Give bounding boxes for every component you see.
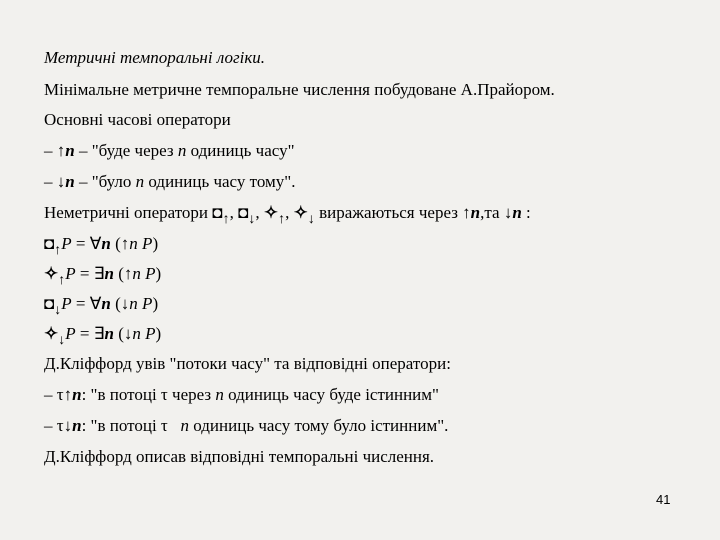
- description-part: одиниць часу буде істинним": [223, 385, 439, 404]
- dash: –: [44, 172, 57, 191]
- exists-icon: ∃: [93, 264, 105, 283]
- diamond-operator-icon: ✧: [44, 264, 59, 283]
- formula-line: [44, 324, 161, 346]
- dash: –: [44, 141, 57, 160]
- box-operator-icon: ◘: [44, 234, 55, 253]
- down-arrow-icon: ↓: [56, 172, 66, 191]
- nonmetric-operators-line: [44, 203, 531, 225]
- clifford-future-line: [44, 385, 439, 405]
- equals: =: [71, 294, 90, 313]
- comma: ,: [285, 203, 294, 222]
- exists-icon: ∃: [93, 324, 105, 343]
- down-arrow-icon: ↓: [503, 203, 513, 222]
- colon: :: [521, 203, 531, 222]
- comma: ,: [229, 203, 239, 222]
- description-part: одиниць часу тому".: [144, 172, 296, 191]
- down-arrow-icon: ↓: [307, 212, 315, 227]
- description-part: одиниць часу": [186, 141, 295, 160]
- box-operator-icon: ◘: [238, 203, 249, 222]
- forall-icon: ∀: [89, 294, 102, 313]
- up-arrow-icon: ↑: [56, 141, 66, 160]
- description-n: n: [135, 172, 145, 191]
- operator-past-line: [44, 172, 295, 192]
- box-operator-icon: ◘: [212, 203, 223, 222]
- box-operator-icon: ◘: [44, 294, 55, 313]
- diamond-operator-icon: ✧: [293, 203, 308, 222]
- description-part: [168, 416, 181, 435]
- close-paren: ): [152, 234, 159, 253]
- intro-text: Мінімальне метричне темпоральне числення побудоване А.Прайором.: [44, 80, 555, 99]
- operator-n: n: [72, 416, 82, 435]
- basic-operators-heading: Основні часові оператори: [44, 110, 231, 129]
- down-arrow-icon: ↓: [54, 303, 62, 318]
- dash: –: [44, 385, 57, 404]
- up-arrow-icon: ↑: [120, 234, 130, 253]
- formula-n: n: [101, 294, 111, 313]
- up-arrow-icon: ↑: [54, 243, 62, 258]
- operator-future-line: [44, 141, 295, 161]
- colon: :: [81, 416, 91, 435]
- description-part: "в потоці: [90, 385, 161, 404]
- and-text: ,та: [480, 203, 504, 222]
- formula-n: n: [101, 234, 111, 253]
- expressed-text: виражаються через: [314, 203, 463, 222]
- separator: –: [74, 172, 92, 191]
- description-part: "буде через: [91, 141, 178, 160]
- down-arrow-icon: ↓: [248, 212, 256, 227]
- tau-symbol: τ: [56, 416, 64, 435]
- description-n: n: [215, 385, 224, 404]
- comma: ,: [255, 203, 264, 222]
- formula-p: P: [61, 294, 72, 313]
- clifford-intro: Д.Кліффорд увів "потоки часу" та відповідні оператори:: [44, 354, 451, 373]
- up-arrow-icon: ↑: [222, 212, 230, 227]
- equals: =: [75, 264, 94, 283]
- dash: –: [44, 416, 57, 435]
- open-paren: (: [113, 264, 124, 283]
- formula-line: [44, 294, 158, 316]
- up-arrow-icon: ↑: [123, 264, 133, 283]
- description-n: n: [177, 141, 187, 160]
- tau-symbol: τ: [160, 385, 168, 404]
- operator-n: n: [65, 172, 75, 191]
- down-arrow-icon: ↓: [120, 294, 130, 313]
- colon: :: [81, 385, 91, 404]
- equals: =: [75, 324, 94, 343]
- formula-n: n: [104, 324, 114, 343]
- separator: –: [74, 141, 92, 160]
- formula-inner: n P: [129, 234, 153, 253]
- up-arrow-icon: ↑: [278, 212, 286, 227]
- description-part: "в потоці: [90, 416, 161, 435]
- formula-p: P: [65, 264, 76, 283]
- formula-p: P: [61, 234, 72, 253]
- operator-n: n: [512, 203, 522, 222]
- formula-n: n: [104, 264, 114, 283]
- page-number: 41: [656, 492, 671, 507]
- up-arrow-icon: ↑: [58, 273, 66, 288]
- formula-inner: n P: [132, 324, 156, 343]
- description-part: "було: [91, 172, 136, 191]
- tau-symbol: τ: [160, 416, 168, 435]
- down-arrow-icon: ↓: [63, 416, 73, 435]
- operator-n: n: [65, 141, 75, 160]
- nonmetric-lead: Неметричні оператори: [44, 203, 213, 222]
- formula-line: [44, 234, 158, 256]
- description-part: через: [167, 385, 216, 404]
- formula-p: P: [65, 324, 76, 343]
- forall-icon: ∀: [89, 234, 102, 253]
- down-arrow-icon: ↓: [123, 324, 133, 343]
- clifford-past-line: [44, 416, 448, 436]
- formula-inner: n P: [129, 294, 153, 313]
- down-arrow-icon: ↓: [58, 333, 66, 348]
- operator-n: n: [470, 203, 481, 222]
- open-paren: (: [110, 234, 121, 253]
- close-paren: ): [155, 324, 162, 343]
- diamond-operator-icon: ✧: [44, 324, 59, 343]
- open-paren: (: [110, 294, 121, 313]
- description-part: одиниць часу тому було істинним".: [189, 416, 449, 435]
- open-paren: (: [113, 324, 124, 343]
- diamond-operator-icon: ✧: [263, 203, 279, 222]
- equals: =: [71, 234, 90, 253]
- slide-title: Метричні темпоральні логіки.: [44, 48, 266, 67]
- close-paren: ): [152, 294, 159, 313]
- close-paren: ): [155, 264, 162, 283]
- formula-line: [44, 264, 161, 286]
- tau-symbol: τ: [56, 385, 64, 404]
- conclusion-text: Д.Кліффорд описав відповідні темпоральні числення.: [44, 447, 435, 466]
- up-arrow-icon: ↑: [63, 385, 73, 404]
- up-arrow-icon: ↑: [462, 203, 471, 222]
- formula-inner: n P: [132, 264, 156, 283]
- description-n: n: [180, 416, 190, 435]
- operator-n: n: [72, 385, 82, 404]
